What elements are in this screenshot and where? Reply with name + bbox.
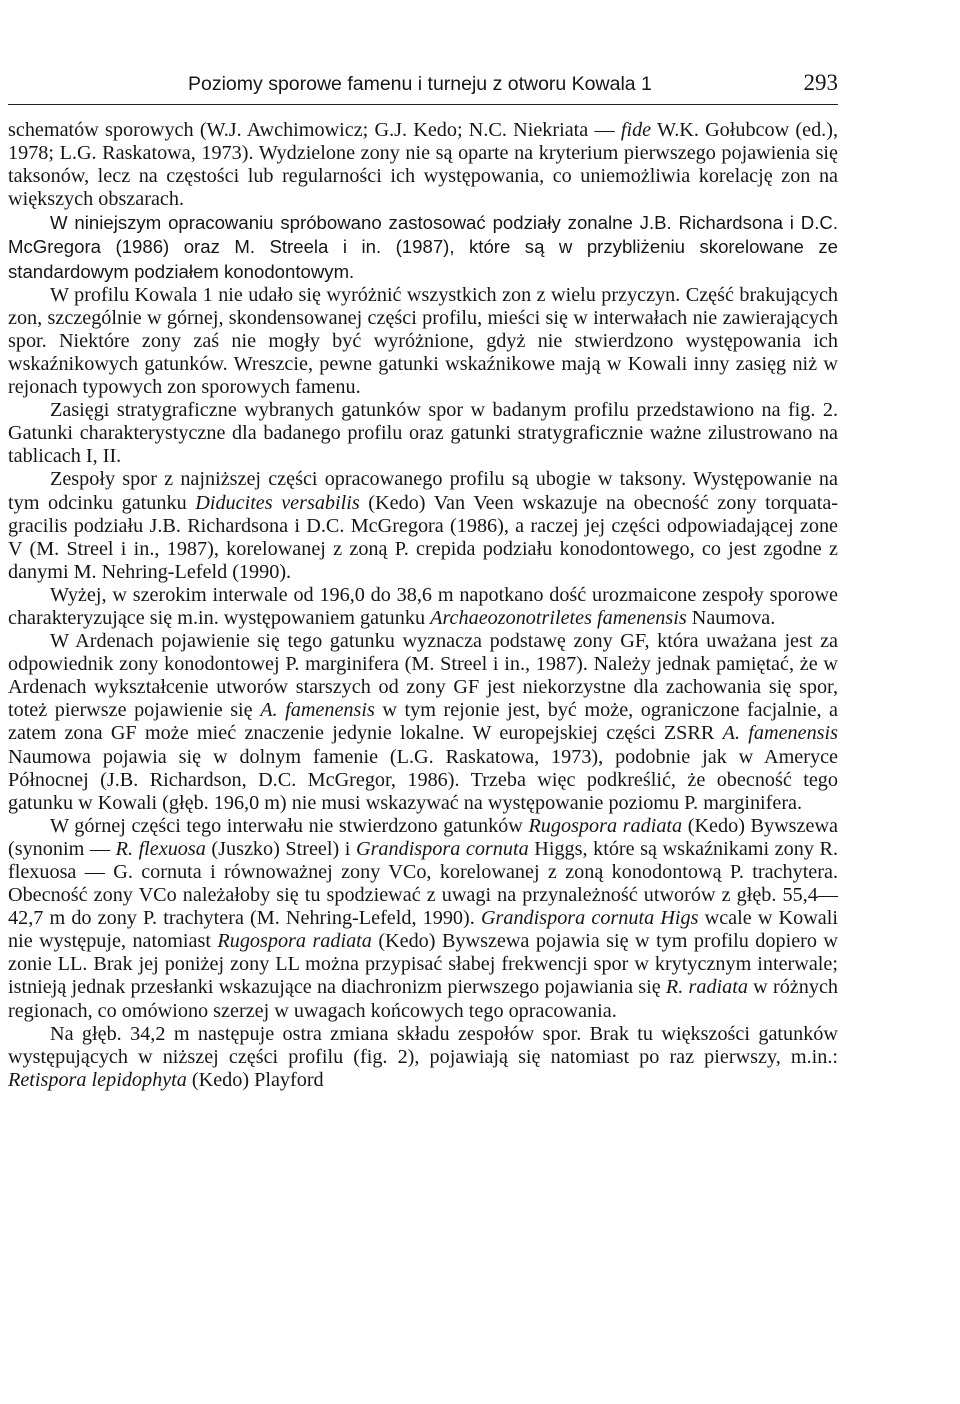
paragraph bbox=[8, 468, 838, 583]
taxon-name: Retispora lepidophyta bbox=[8, 1068, 187, 1091]
page-number: 293 bbox=[803, 70, 838, 95]
paragraph-text: w różnych regionach, co omówiono szerzej w uwagach końcowych tego opracowania. bbox=[8, 976, 838, 1022]
paragraph-text: Zespoły spor z najniższej części opracowanego profilu są ubogie w taksony. Występowanie na tym odcinku gatunku bbox=[8, 468, 838, 514]
paragraph-text: W górnej części tego interwału nie stwierdzono gatunków bbox=[50, 814, 529, 837]
taxon-name: A. famenensis bbox=[260, 699, 375, 722]
taxon-name: Archaeozonotriletes famenensis bbox=[430, 606, 687, 629]
taxon-name: Diducites versabilis bbox=[195, 491, 360, 514]
taxon-name: Rugospora radiata bbox=[528, 814, 683, 837]
taxon-name: A. famenensis bbox=[722, 722, 838, 745]
running-header bbox=[8, 70, 838, 105]
paragraph-text: w tym rejonie jest, być może, ograniczone facjalnie, a zatem zona GF może mieć znaczenie jedynie lokalne. W europejskiej części ZSRR bbox=[8, 699, 839, 745]
paragraph-text: schematów sporowych (W.J. Awchimowicz; G.J. Kedo; N.C. Niekriata — bbox=[8, 119, 621, 141]
paragraph-text: wcale w Kowali nie występuje, natomiast bbox=[8, 907, 838, 953]
paragraph bbox=[8, 284, 838, 399]
paragraph-text: W profilu Kowala 1 nie udało się wyróżnić wszystkich zon z wielu przyczyn. Część brakujących zon, szczególnie w górnej, skondensowanej części profilu, mieści się w interwałach nie zawierających spor. Niektóre zony zaś nie mogły być wyróżnione, gdyż nie stwierdzono występowania ich wskaźnikowych gatunków. Wreszcie, pewne gatunki wskaźnikowe mają w Kowali inny zasięg niż w rejonach typowych zon sporowych famenu. bbox=[8, 283, 838, 399]
paragraph bbox=[8, 630, 838, 815]
body-text bbox=[8, 119, 838, 1092]
paragraph bbox=[8, 1023, 838, 1092]
paragraph-text: (Kedo) Playford bbox=[186, 1068, 324, 1091]
paragraph-text: W Ardenach pojawienie się tego gatunku wyznacza podstawę zony GF, która uważana jest za odpowiednik zony konodontowej P. marginifera (M. Streel i in., 1987). Należy jednak pamiętać, że w Ardenach wykształcenie utworów starszych od zony GF jest niekorzystne dla zachowania się spor, toteż pierwsze pojawienie się bbox=[8, 630, 838, 722]
paragraph-text: W.K. Gołubcow (ed.), 1978; L.G. Raskatowa, 1973). Wydzielone zony nie są oparte na kryterium pierwszego pojawienia się taksonów, lecz na częstości lub regularności ich występowania, co uniemożliwia korelację zon na większych obszarach. bbox=[8, 119, 839, 211]
running-title: Poziomy sporowe famenu i turneju z otworu Kowala 1 bbox=[188, 73, 652, 95]
paragraph bbox=[8, 119, 838, 211]
paragraph bbox=[8, 815, 838, 1023]
page bbox=[8, 70, 838, 1092]
paragraph-text: Naumowa pojawia się w dolnym famenie (L.G. Raskatowa, 1973), podobnie jak w Ameryce Północnej (J.B. Richardson, D.C. McGregor, 1986). Trzeba więc podkreślić, że obecność tego gatunku w Kowali (głęb. 196,0 m) nie musi wskazywać na występowanie poziomu P. marginifera. bbox=[8, 745, 838, 814]
paragraph-text: Naumova. bbox=[686, 606, 776, 629]
paragraph bbox=[8, 211, 838, 283]
taxon-name: R. flexuosa bbox=[115, 837, 206, 860]
taxon-name: R. radiata bbox=[665, 976, 748, 999]
taxon-name: Rugospora radiata bbox=[217, 930, 372, 953]
taxon-name: Grandispora cornuta bbox=[355, 837, 529, 860]
paragraph-text: (Kedo) Van Veen wskazuje na obecność zony torquata-gracilis podziału J.B. Richardsona i D.C. McGregora (1986), a raczej jej części odpowiadającej zone V (M. Streel i in., 1987), korelowanej z zoną P. crepida podziału konodontowego, co jest zgodne z danymi M. Nehring-Lefeld (1990). bbox=[8, 491, 838, 583]
paragraph-text: (Juszko) Streel) i bbox=[205, 837, 356, 860]
taxon-name: fide bbox=[620, 119, 652, 141]
paragraph bbox=[8, 399, 838, 468]
paragraph-text: (Kedo) Bywszewa (synonim — bbox=[8, 814, 839, 860]
paragraph-text: (Kedo) Bywszewa pojawia się w tym profilu dopiero w zonie LL. Brak jej poniżej zony LL można przypisać słabej frekwencji spor w krytycznym interwale; istnieją jednak przesłanki wskazujące na diachronizm pierwszego pojawiania się bbox=[8, 930, 838, 999]
taxon-name: Grandispora cornuta Higs bbox=[480, 907, 699, 930]
paragraph-text: Zasięgi stratygraficzne wybranych gatunków spor w badanym profilu przedstawiono na fig. 2. Gatunki charakterystyczne dla badanego profilu oraz gatunki stratygraficznie ważne zilustrowano na tablicach I, II. bbox=[8, 399, 838, 468]
paragraph-text: Higgs, które są wskaźnikami zony R. flexuosa — G. cornuta i równoważnej zony VCo, korelowanej z zoną konodontową P. trachytera. Obecność zony VCo należałoby się tu spodziewać z uwagi na przynależność utworów z głęb. 55,4—42,7 m do zony P. trachytera (M. Nehring-Lefeld, 1990). bbox=[8, 837, 838, 930]
paragraph-text: W niniejszym opracowaniu spróbowano zastosować podziały zonalne J.B. Richardsona i D.C. McGregora (1986) oraz M. Streela i in. (1987), które są w przybliżeniu skorelowane ze standardowym podziałem konodontowym. bbox=[8, 212, 838, 282]
paragraph bbox=[8, 584, 838, 630]
paragraph-text: Wyżej, w szerokim interwale od 196,0 do 38,6 m napotkano dość urozmaicone zespoły sporowe charakteryzujące się m.in. występowaniem gatunku bbox=[8, 583, 838, 629]
paragraph-text: Na głęb. 34,2 m następuje ostra zmiana składu zespołów spor. Brak tu większości gatunków występujących w niższej części profilu (fig. 2), pojawiają się natomiast po raz pierwszy, m.in.: bbox=[8, 1022, 838, 1068]
